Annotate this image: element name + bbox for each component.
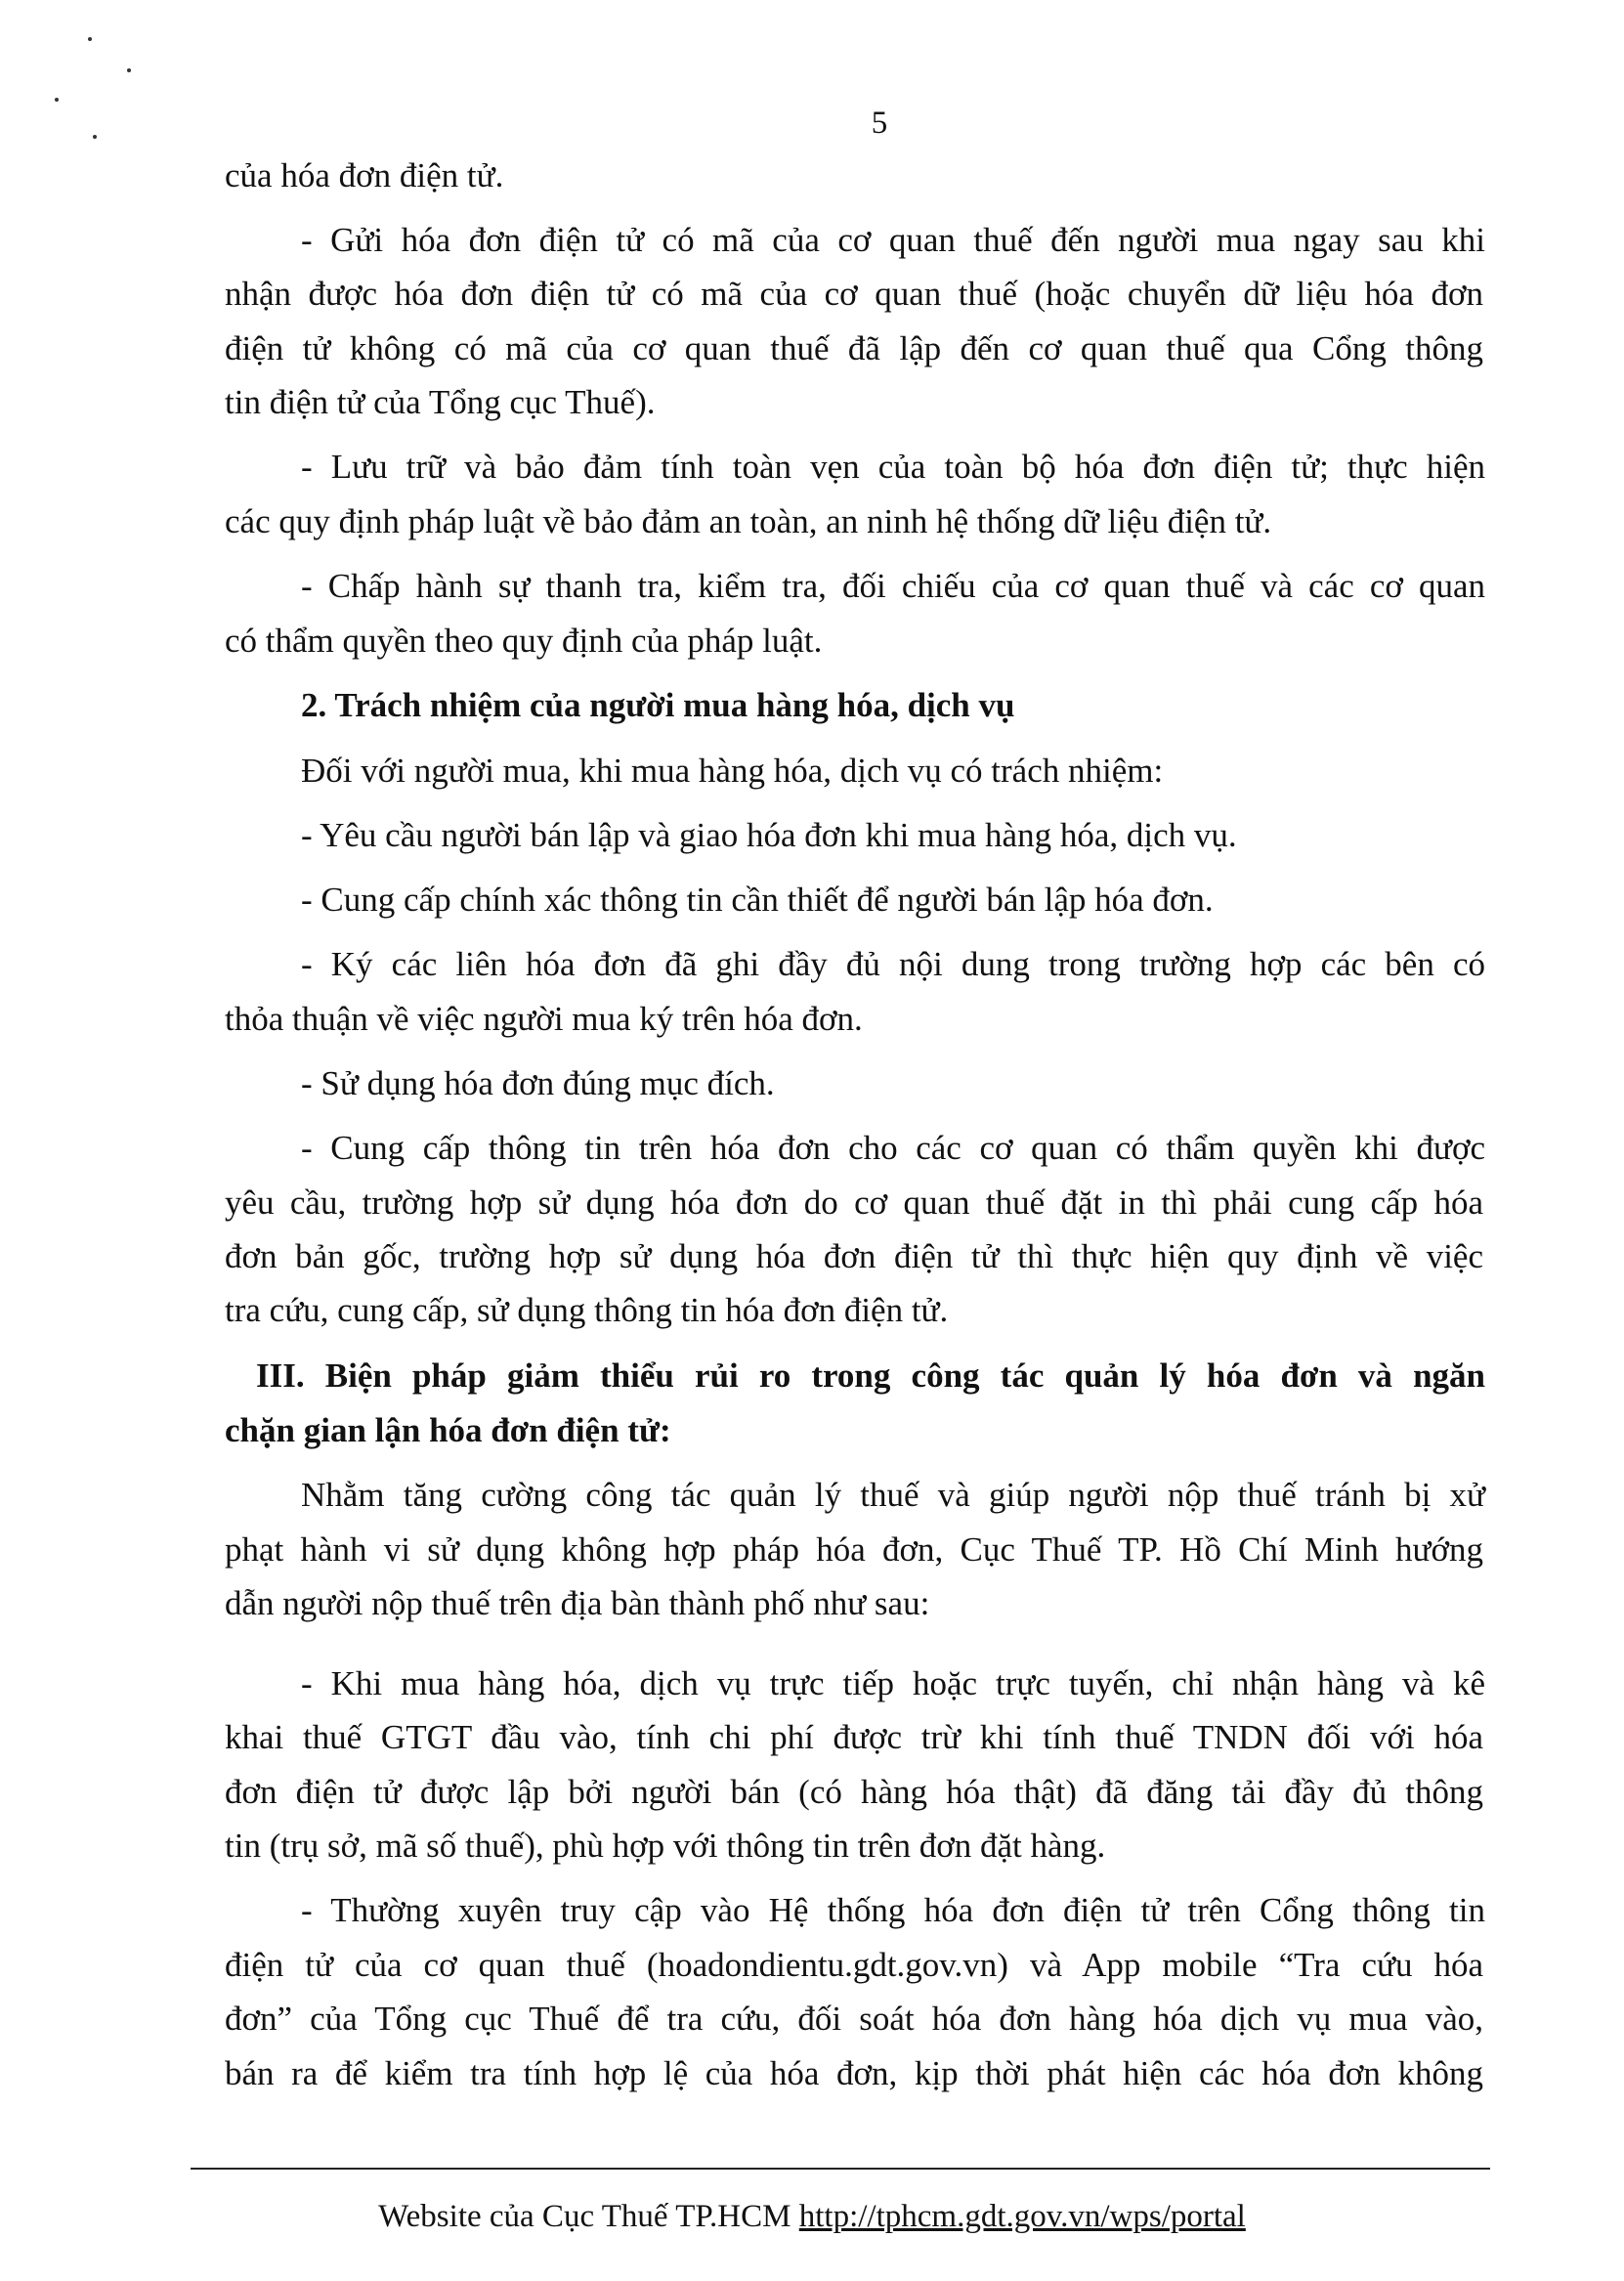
text-line: điện tử không có mã của cơ quan thuế đã lập đến cơ quan thuế qua Cổng thông — [225, 329, 1483, 367]
text-line: - Thường xuyên truy cập vào Hệ thống hóa đơn điện tử trên Cổng thông tin — [301, 1891, 1485, 1929]
footer — [0, 2199, 1624, 2235]
section-heading: III. Biện pháp giảm thiểu rủi ro trong công tác quản lý hóa đơn và ngăn — [256, 1356, 1485, 1395]
text-line: - Khi mua hàng hóa, dịch vụ trực tiếp hoặc trực tuyến, chỉ nhận hàng và kê — [301, 1664, 1485, 1702]
text-line: của hóa đơn điện tử. — [225, 156, 504, 194]
text-line: - Gửi hóa đơn điện tử có mã của cơ quan thuế đến người mua ngay sau khi — [301, 221, 1485, 259]
text-line: tin điện tử của Tổng cục Thuế). — [225, 383, 656, 421]
text-line: - Cung cấp thông tin trên hóa đơn cho các cơ quan có thẩm quyền khi được — [301, 1129, 1485, 1167]
text-line: - Sử dụng hóa đơn đúng mục đích. — [301, 1064, 775, 1102]
text-line: Nhằm tăng cường công tác quản lý thuế và giúp người nộp thuế tránh bị xử — [301, 1476, 1485, 1514]
scan-speck — [88, 37, 92, 41]
text-line: thỏa thuận về việc người mua ký trên hóa đơn. — [225, 1000, 863, 1038]
section-heading: chặn gian lận hóa đơn điện tử: — [225, 1411, 671, 1449]
text-line: điện tử của cơ quan thuế (hoadondientu.gdt.gov.vn) và App mobile “Tra cứu hóa — [225, 1946, 1483, 1984]
text-line: - Ký các liên hóa đơn đã ghi đầy đủ nội dung trong trường hợp các bên có — [301, 945, 1485, 983]
text-line: nhận được hóa đơn điện tử có mã của cơ quan thuế (hoặc chuyển dữ liệu hóa đơn — [225, 275, 1483, 313]
text-line: có thẩm quyền theo quy định của pháp luật. — [225, 622, 823, 660]
text-line: Đối với người mua, khi mua hàng hóa, dịch vụ có trách nhiệm: — [301, 752, 1164, 790]
text-line: phạt hành vi sử dụng không hợp pháp hóa đơn, Cục Thuế TP. Hồ Chí Minh hướng — [225, 1530, 1483, 1569]
footer-text: Website của Cục Thuế TP.HCM — [378, 2199, 791, 2234]
text-line: bán ra để kiểm tra tính hợp lệ của hóa đơn, kịp thời phát hiện các hóa đơn không — [225, 2054, 1483, 2092]
text-line: - Cung cấp chính xác thông tin cần thiết để người bán lập hóa đơn. — [301, 881, 1214, 919]
scan-speck — [55, 98, 59, 102]
text-line: - Yêu cầu người bán lập và giao hóa đơn khi mua hàng hóa, dịch vụ. — [301, 816, 1237, 854]
text-line: dẫn người nộp thuế trên địa bàn thành phố như sau: — [225, 1584, 930, 1622]
text-line: tin (trụ sở, mã số thuế), phù hợp với thông tin trên đơn đặt hàng. — [225, 1827, 1106, 1865]
text-line: các quy định pháp luật về bảo đảm an toàn, an ninh hệ thống dữ liệu điện tử. — [225, 502, 1272, 540]
text-line: đơn bản gốc, trường hợp sử dụng hóa đơn điện tử thì thực hiện quy định về việc — [225, 1237, 1483, 1275]
text-line: - Chấp hành sự thanh tra, kiểm tra, đối chiếu của cơ quan thuế và các cơ quan — [301, 567, 1485, 605]
page-number: 5 — [871, 106, 888, 141]
text-line: đơn điện tử được lập bởi người bán (có hàng hóa thật) đã đăng tải đầy đủ thông — [225, 1773, 1483, 1811]
footer-link[interactable]: http://tphcm.gdt.gov.vn/wps/portal — [798, 2199, 1246, 2234]
section-heading: 2. Trách nhiệm của người mua hàng hóa, dịch vụ — [301, 686, 1015, 724]
text-line: - Lưu trữ và bảo đảm tính toàn vẹn của toàn bộ hóa đơn điện tử; thực hiện — [301, 448, 1485, 486]
text-line: khai thuế GTGT đầu vào, tính chi phí được trừ khi tính thuế TNDN đối với hóa — [225, 1718, 1483, 1756]
text-line: đơn” của Tổng cục Thuế để tra cứu, đối soát hóa đơn hàng hóa dịch vụ mua vào, — [225, 2000, 1483, 2038]
footer-divider — [191, 2168, 1490, 2170]
text-line: yêu cầu, trường hợp sử dụng hóa đơn do cơ quan thuế đặt in thì phải cung cấp hóa — [225, 1184, 1483, 1222]
scan-speck — [127, 68, 131, 72]
text-line: tra cứu, cung cấp, sử dụng thông tin hóa đơn điện tử. — [225, 1291, 949, 1329]
